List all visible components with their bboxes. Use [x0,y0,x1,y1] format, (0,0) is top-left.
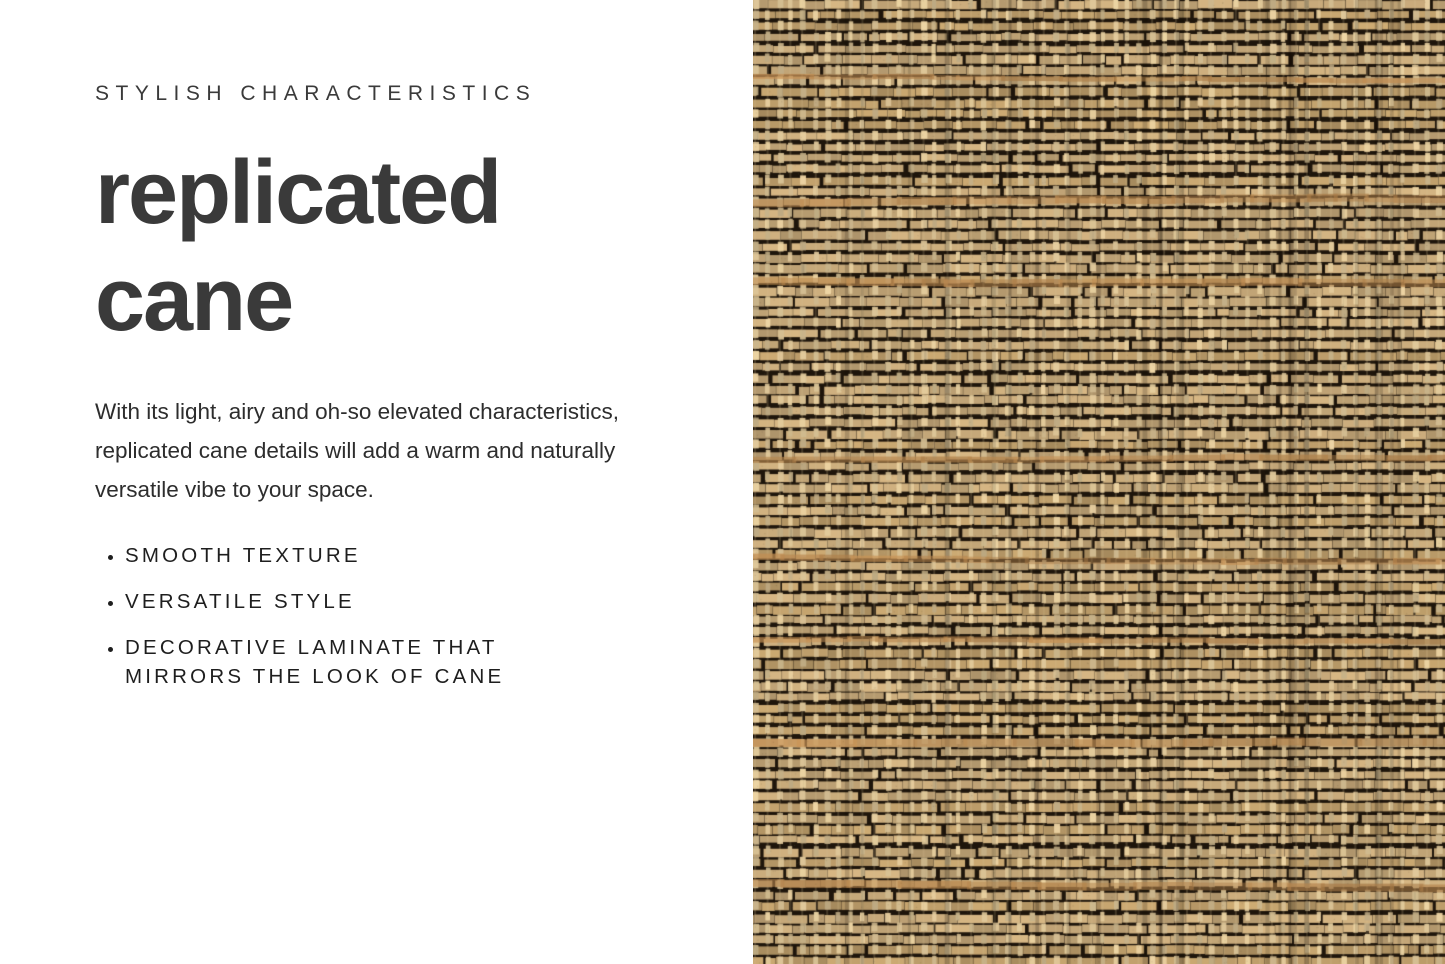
cane-texture-panel [753,0,1445,964]
eyebrow-label: STYLISH CHARACTERISTICS [95,82,537,105]
feature-item-versatile-style: • VERSATILE STYLE [125,587,580,616]
description-text: With its light, airy and oh-so elevated characteristics, replicated cane details will add a warm and naturally versatile vibe to your space. [95,399,619,502]
feature-item-decorative-laminate: • DECORATIVE LAMINATE THAT MIRRORS THE LOOK OF CANE [125,633,580,691]
cane-texture-image [753,0,1445,964]
page-title: replicated cane [95,143,501,350]
feature-list [95,541,713,691]
feature-item-smooth-texture: • SMOOTH TEXTURE [125,541,580,570]
